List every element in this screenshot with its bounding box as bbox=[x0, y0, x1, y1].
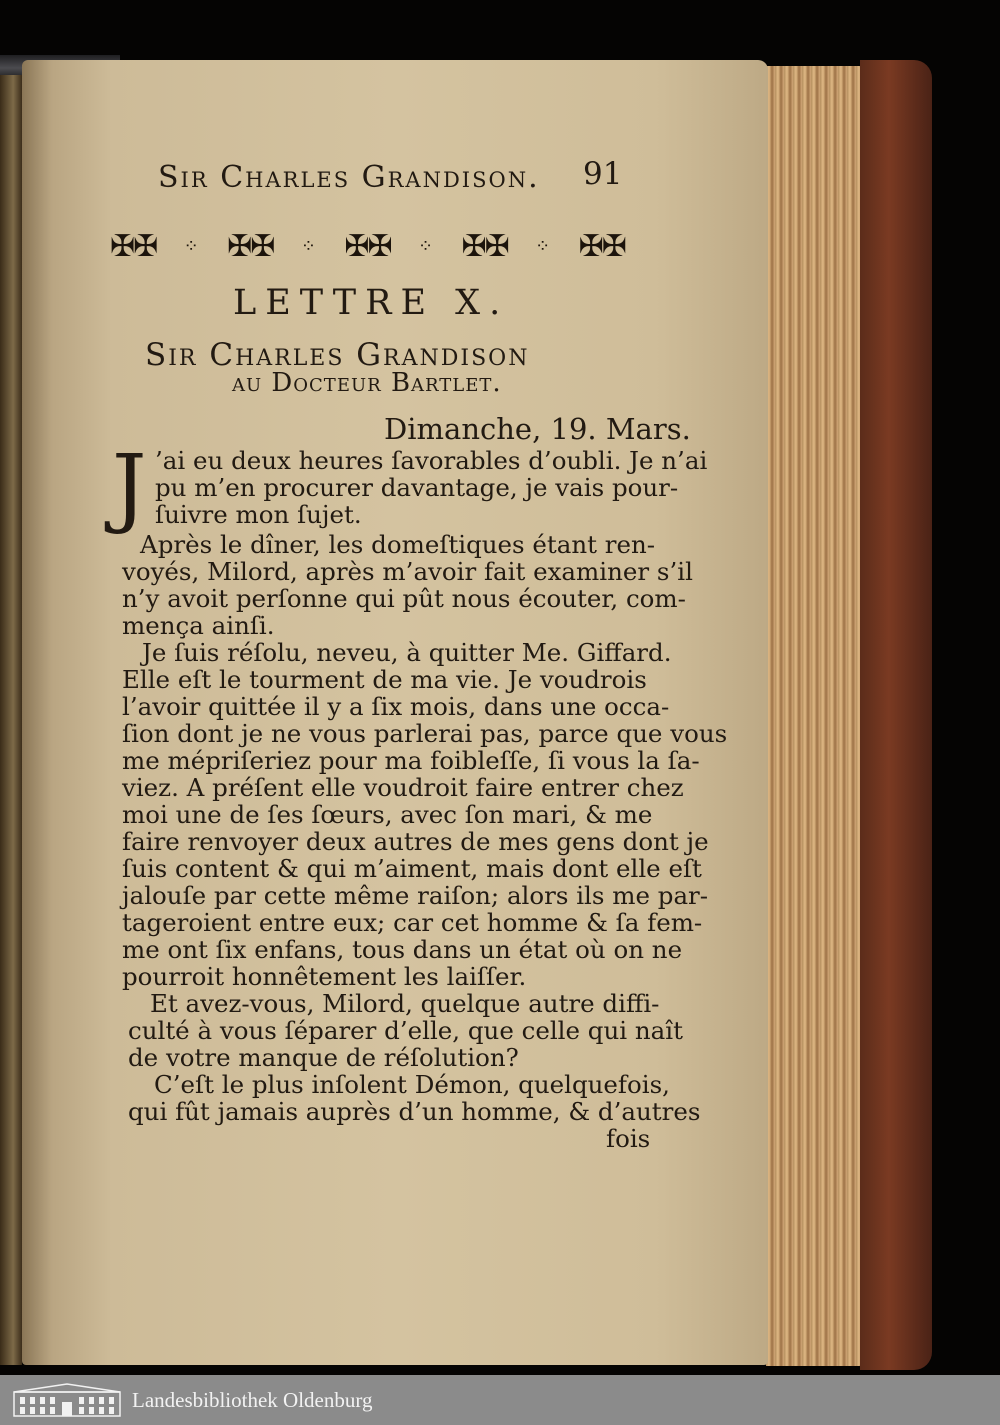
body-line: mença ainſi. bbox=[122, 611, 275, 640]
library-building-logo-icon bbox=[12, 1382, 122, 1418]
body-line: ſuis content & qui m’aiment, mais dont elle eſt bbox=[122, 854, 702, 883]
body-line: Après le dîner, les domeſtiques étant ren- bbox=[140, 530, 656, 559]
fleuron-icon: ✠✠ bbox=[578, 228, 625, 264]
fleuron-icon: ✠✠ bbox=[344, 228, 391, 264]
dots-icon: ⁘ bbox=[183, 235, 200, 257]
body-line: l’avoir quittée il y a ſix mois, dans une occa- bbox=[122, 692, 670, 721]
date-line: Dimanche, 19. Mars. bbox=[384, 412, 691, 446]
body-line: viez. A préſent elle voudroit faire entrer chez bbox=[122, 773, 684, 802]
body-line: tageroient entre eux; car cet homme & ſa fem- bbox=[122, 908, 703, 937]
leather-cover bbox=[860, 60, 932, 1370]
drop-cap: J bbox=[112, 437, 147, 537]
body-line: voyés, Milord, après m’avoir fait examiner s’il bbox=[122, 557, 693, 586]
body-line: ’ai eu deux heures ſavorables d’oubli. Je n’ai bbox=[155, 446, 708, 475]
body-line: pourroit honnêtement les laiſſer. bbox=[122, 962, 527, 991]
fleuron-icon: ✠✠ bbox=[227, 228, 274, 264]
body-line: moi une de ſes ſœurs, avec ſon mari, & me bbox=[122, 800, 653, 829]
addressee-line-1: Sir Charles Grandison bbox=[145, 337, 530, 373]
letter-title: LETTRE X. bbox=[233, 283, 510, 323]
addressee-line-2: au Docteur Bartlet. bbox=[232, 368, 502, 398]
fleuron-ornament-band bbox=[110, 222, 625, 270]
body-line: Elle eſt le tourment de ma vie. Je voudrois bbox=[122, 665, 647, 694]
fleuron-icon: ✠✠ bbox=[110, 228, 157, 264]
body-line: ſuivre mon ſujet. bbox=[155, 500, 362, 529]
catchword: fois bbox=[606, 1124, 651, 1153]
body-line: jalouſe par cette même raiſon; alors ils me par- bbox=[122, 881, 709, 910]
body-line: culté à vous ſéparer d’elle, que celle qui naît bbox=[128, 1016, 683, 1045]
body-line: Et avez-vous, Milord, quelque autre diffi- bbox=[150, 989, 660, 1018]
body-line: me mépriſeriez pour ma foibleſſe, ſi vous la ſa- bbox=[122, 746, 700, 775]
body-line: Je ſuis réſolu, neveu, à quitter Me. Giffard. bbox=[142, 638, 672, 667]
fleuron-icon: ✠✠ bbox=[461, 228, 508, 264]
body-line: qui fût jamais auprès d’un homme, & d’autres bbox=[128, 1097, 701, 1126]
library-name: Landesbibliothek Oldenburg bbox=[132, 1387, 373, 1412]
facing-page-edge bbox=[0, 75, 22, 1365]
running-head: Sir Charles Grandison. bbox=[158, 160, 540, 195]
page-block-edges bbox=[766, 66, 871, 1366]
body-line: n’y avoit perſonne qui pût nous écouter, com- bbox=[122, 584, 686, 613]
footer-bar bbox=[0, 1375, 1000, 1425]
body-line: C’eſt le plus inſolent Démon, quelquefois, bbox=[154, 1070, 670, 1099]
dots-icon: ⁘ bbox=[535, 235, 552, 257]
body-line: ſion dont je ne vous parlerai pas, parce que vous bbox=[122, 719, 728, 748]
page-number: 91 bbox=[583, 156, 623, 192]
dots-icon: ⁘ bbox=[417, 235, 435, 257]
body-line: de votre manque de réſolution? bbox=[128, 1043, 519, 1072]
dots-icon: ⁘ bbox=[300, 235, 317, 257]
body-line: faire renvoyer deux autres de mes gens dont je bbox=[122, 827, 709, 856]
body-line: me ont ſix enfans, tous dans un état où on ne bbox=[122, 935, 683, 964]
body-line: pu m’en procurer davantage, je vais pour- bbox=[155, 473, 679, 502]
